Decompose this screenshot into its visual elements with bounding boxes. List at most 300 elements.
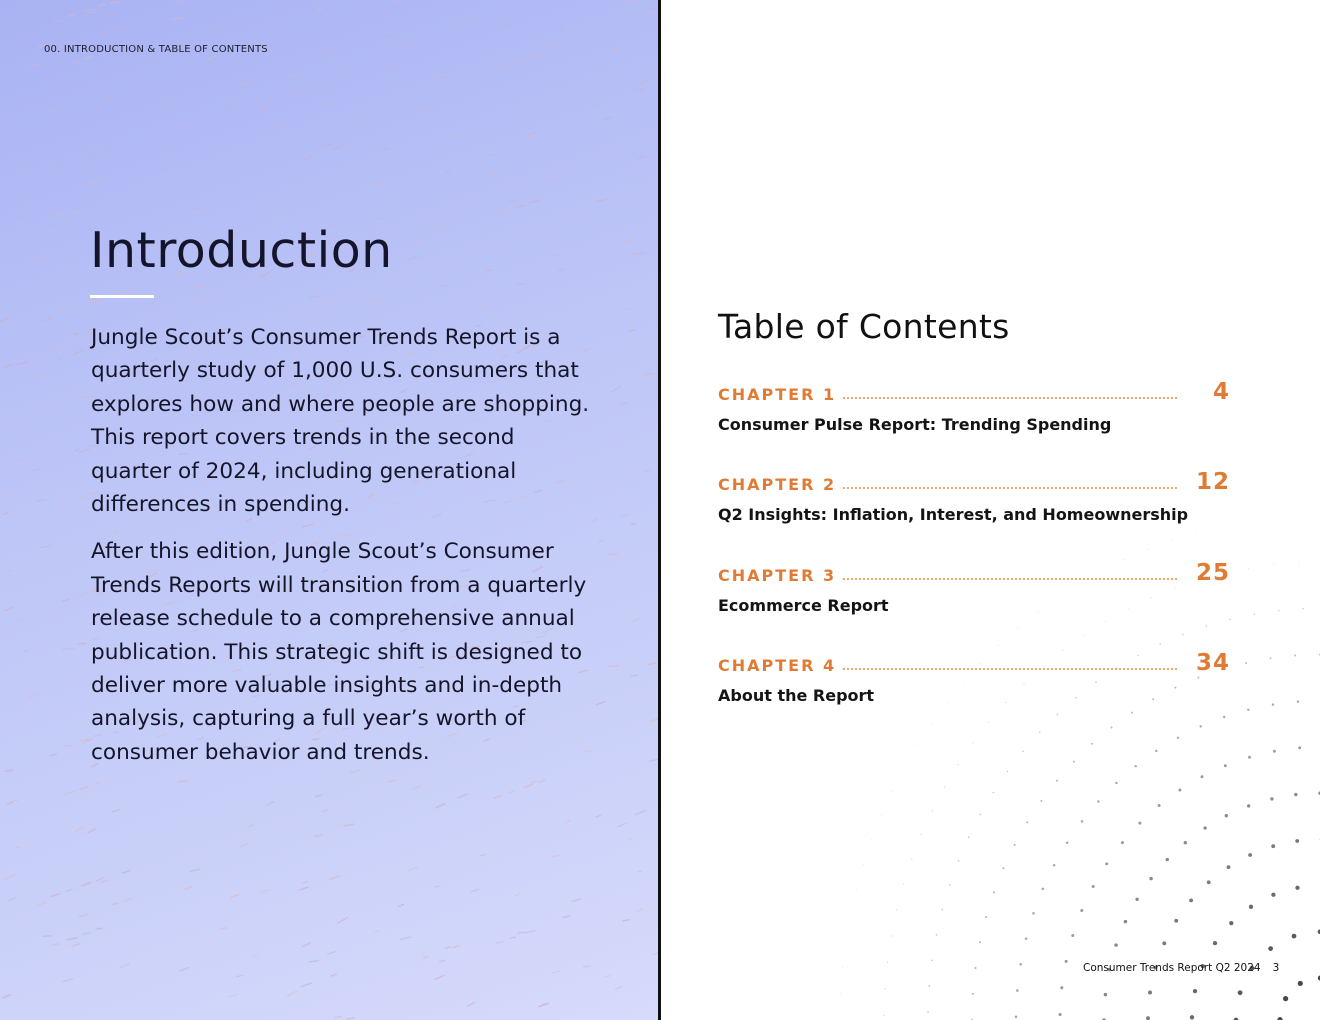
- texture-fleck: [422, 108, 427, 109]
- toc-entry-chapter-1[interactable]: [718, 379, 1230, 445]
- footer-page-number: 3: [1272, 962, 1280, 974]
- texture-fleck: [160, 168, 165, 170]
- decorative-dot: [921, 834, 922, 835]
- texture-fleck: [71, 159, 75, 161]
- decorative-dot: [1182, 634, 1184, 636]
- decorative-dot: [985, 916, 987, 918]
- decorative-dot: [1022, 751, 1024, 753]
- texture-fleck: [13, 170, 20, 171]
- texture-fleck: [190, 869, 200, 871]
- texture-fleck: [518, 932, 526, 933]
- decorative-dot: [1149, 877, 1152, 880]
- decorative-dot: [911, 858, 912, 859]
- decorative-dot: [1298, 981, 1303, 986]
- texture-fleck: [112, 810, 120, 812]
- texture-fleck: [240, 83, 246, 86]
- decorative-dot: [1135, 898, 1138, 901]
- texture-fleck: [477, 305, 484, 306]
- texture-fleck: [314, 835, 322, 836]
- texture-fleck: [550, 44, 559, 47]
- texture-fleck: [468, 1002, 475, 1006]
- toc-entry-chapter-2[interactable]: [718, 469, 1230, 535]
- decorative-dot: [1071, 934, 1074, 937]
- decorative-dot: [932, 810, 933, 811]
- texture-fleck: [487, 270, 491, 271]
- decorative-dot: [1148, 549, 1149, 550]
- texture-fleck: [303, 882, 308, 883]
- texture-fleck: [423, 957, 427, 958]
- chapter-title: About the Report: [718, 686, 875, 705]
- texture-fleck: [101, 148, 107, 151]
- texture-fleck: [194, 209, 198, 210]
- texture-fleck: [330, 876, 339, 880]
- toc-entry-chapter-3[interactable]: [718, 560, 1230, 626]
- decorative-dot: [917, 745, 918, 746]
- decorative-dot: [1184, 841, 1187, 844]
- texture-fleck: [599, 540, 604, 542]
- texture-fleck: [72, 207, 81, 209]
- texture-fleck: [50, 754, 56, 756]
- texture-fleck: [60, 71, 69, 76]
- texture-fleck: [79, 449, 89, 453]
- texture-fleck: [188, 124, 196, 126]
- decorative-dot: [1272, 703, 1274, 705]
- texture-fleck: [287, 991, 297, 996]
- texture-fleck: [63, 648, 74, 649]
- texture-fleck: [319, 105, 326, 106]
- texture-fleck: [436, 804, 445, 808]
- decorative-dot: [1007, 771, 1009, 773]
- texture-fleck: [25, 33, 35, 36]
- texture-fleck: [341, 72, 351, 76]
- decorative-dot: [1177, 737, 1179, 739]
- texture-fleck: [76, 828, 83, 832]
- decorative-dot: [1302, 608, 1303, 609]
- texture-fleck: [382, 148, 389, 151]
- texture-fleck: [88, 299, 97, 301]
- decorative-dot: [949, 884, 951, 886]
- decorative-dot: [887, 962, 888, 963]
- texture-fleck: [490, 155, 494, 157]
- texture-fleck: [603, 118, 612, 120]
- texture-fleck: [63, 979, 73, 982]
- texture-fleck: [13, 345, 18, 346]
- decorative-dot: [1298, 746, 1301, 749]
- decorative-dot: [1224, 764, 1227, 767]
- chapter-label: CHAPTER 4: [718, 656, 837, 675]
- decorative-dot: [1283, 996, 1288, 1001]
- decorative-dot: [1171, 540, 1172, 541]
- texture-fleck: [207, 56, 215, 60]
- dotted-leader: [843, 578, 1177, 580]
- texture-fleck: [334, 145, 342, 149]
- texture-fleck: [552, 254, 557, 256]
- texture-fleck: [220, 928, 227, 929]
- decorative-dot: [1002, 867, 1004, 869]
- decorative-dot: [968, 836, 970, 838]
- decorative-dot: [1025, 937, 1028, 940]
- decorative-dot: [1178, 789, 1181, 792]
- texture-fleck: [515, 894, 519, 896]
- decorative-dot: [1115, 782, 1117, 784]
- intro-body: [91, 321, 591, 783]
- decorative-dot: [881, 815, 882, 816]
- texture-fleck: [123, 871, 130, 873]
- texture-fleck: [609, 554, 617, 555]
- texture-fleck: [9, 897, 16, 900]
- texture-fleck: [338, 918, 347, 923]
- texture-fleck: [12, 186, 18, 187]
- texture-fleck: [615, 987, 621, 990]
- texture-fleck: [16, 362, 27, 364]
- texture-fleck: [296, 91, 300, 92]
- texture-fleck: [453, 946, 459, 948]
- texture-fleck: [61, 504, 65, 505]
- texture-fleck: [43, 936, 51, 937]
- texture-fleck: [434, 886, 440, 887]
- texture-fleck: [79, 316, 86, 317]
- texture-fleck: [75, 449, 79, 451]
- texture-fleck: [228, 994, 237, 996]
- decorative-dot: [958, 860, 960, 862]
- texture-fleck: [302, 983, 312, 986]
- texture-fleck: [373, 183, 382, 187]
- texture-fleck: [622, 514, 629, 516]
- decorative-dot: [1229, 921, 1233, 925]
- texture-fleck: [105, 150, 111, 153]
- texture-fleck: [427, 89, 434, 92]
- texture-fleck: [500, 212, 506, 213]
- texture-fleck: [322, 809, 329, 811]
- texture-fleck: [122, 290, 132, 293]
- texture-fleck: [55, 68, 60, 70]
- texture-fleck: [637, 909, 642, 911]
- decorative-dot: [1298, 562, 1299, 563]
- decorative-dot: [1056, 780, 1058, 782]
- texture-fleck: [26, 192, 35, 197]
- texture-fleck: [625, 0, 631, 2]
- texture-fleck: [28, 694, 38, 698]
- texture-fleck: [335, 1016, 341, 1017]
- texture-fleck: [635, 253, 645, 254]
- dotted-leader: [843, 397, 1177, 399]
- texture-fleck: [12, 74, 17, 75]
- texture-fleck: [120, 964, 129, 968]
- decorative-dot: [1040, 800, 1042, 802]
- decorative-dot: [896, 909, 897, 910]
- page-footer: [1083, 962, 1279, 974]
- texture-fleck: [92, 301, 100, 303]
- texture-fleck: [302, 943, 310, 947]
- texture-fleck: [30, 63, 40, 66]
- toc-entry-chapter-4[interactable]: [718, 650, 1230, 716]
- decorative-dot: [903, 884, 904, 885]
- texture-fleck: [517, 283, 526, 284]
- texture-fleck: [185, 886, 192, 889]
- texture-fleck: [395, 0, 400, 1]
- texture-fleck: [375, 930, 379, 932]
- texture-fleck: [442, 286, 447, 287]
- texture-fleck: [646, 471, 650, 472]
- texture-fleck: [591, 519, 597, 522]
- decorative-dot: [1193, 989, 1197, 993]
- texture-fleck: [84, 56, 91, 59]
- texture-fleck: [5, 608, 13, 611]
- texture-fleck: [0, 493, 6, 496]
- texture-fleck: [563, 916, 570, 917]
- texture-fleck: [44, 318, 51, 321]
- texture-fleck: [503, 24, 510, 26]
- decorative-dot: [928, 985, 930, 987]
- texture-fleck: [74, 350, 82, 354]
- texture-fleck: [3, 512, 9, 514]
- texture-fleck: [58, 310, 65, 312]
- intro-paragraph: After this edition, Jungle Scout’s Consumer Trends Reports will transition from a quarterly release schedule to a comprehensive annual publication. This strategic shift is designed to deliver more valuable insights and in-depth analysis, capturing a full year’s worth of consumer behavior and trends.: [91, 539, 587, 765]
- texture-fleck: [152, 298, 161, 302]
- texture-fleck: [5, 570, 12, 571]
- texture-fleck: [79, 914, 87, 917]
- texture-fleck: [69, 61, 78, 65]
- decorative-dot: [850, 915, 851, 916]
- texture-fleck: [37, 260, 44, 262]
- texture-fleck: [524, 784, 533, 787]
- decorative-dot: [1271, 893, 1275, 897]
- decorative-dot: [1273, 750, 1276, 753]
- texture-fleck: [530, 132, 536, 134]
- decorative-dot: [1295, 886, 1299, 890]
- texture-fleck: [631, 523, 635, 524]
- decorative-dot: [1063, 650, 1064, 651]
- decorative-dot: [1273, 564, 1274, 565]
- texture-fleck: [275, 124, 281, 126]
- texture-fleck: [537, 197, 541, 198]
- texture-fleck: [192, 302, 198, 304]
- texture-fleck: [628, 838, 632, 839]
- texture-fleck: [414, 240, 423, 242]
- texture-fleck: [87, 203, 94, 205]
- texture-fleck: [96, 878, 103, 881]
- decorative-dot: [1026, 821, 1028, 823]
- decorative-dot: [927, 1011, 929, 1013]
- decorative-dot: [1032, 912, 1035, 915]
- decorative-dot: [1294, 655, 1296, 657]
- texture-fleck: [526, 931, 535, 933]
- texture-fleck: [325, 51, 331, 53]
- decorative-dot: [1081, 820, 1084, 823]
- texture-fleck: [650, 8, 656, 9]
- texture-fleck: [315, 795, 321, 797]
- decorative-dot: [1254, 613, 1255, 614]
- texture-fleck: [260, 111, 264, 112]
- texture-fleck: [322, 298, 326, 299]
- texture-fleck: [78, 643, 86, 644]
- texture-fleck: [74, 333, 78, 335]
- decorative-dot: [1148, 991, 1152, 995]
- texture-fleck: [52, 894, 60, 897]
- texture-fleck: [511, 937, 516, 938]
- decorative-dot: [1249, 905, 1253, 909]
- texture-fleck: [584, 966, 591, 967]
- decorative-dot: [1073, 761, 1075, 763]
- texture-fleck: [498, 65, 504, 68]
- toc-title: Table of Contents: [718, 307, 1010, 346]
- texture-fleck: [104, 15, 114, 16]
- texture-fleck: [98, 180, 103, 182]
- texture-fleck: [88, 829, 96, 833]
- texture-fleck: [386, 35, 394, 36]
- decorative-dot: [1248, 756, 1251, 759]
- footer-report-name: Consumer Trends Report Q2 2024: [1083, 962, 1261, 974]
- texture-fleck: [428, 225, 438, 228]
- texture-fleck: [596, 701, 606, 704]
- texture-fleck: [50, 109, 55, 111]
- decorative-dot: [883, 1015, 884, 1016]
- decorative-dot: [904, 768, 905, 769]
- texture-fleck: [631, 675, 638, 676]
- texture-fleck: [224, 103, 232, 107]
- texture-fleck: [290, 74, 300, 77]
- texture-fleck: [633, 619, 639, 621]
- decorative-dot: [1114, 943, 1117, 946]
- decorative-dot: [1066, 842, 1069, 845]
- decorative-dot: [1207, 880, 1211, 884]
- decorative-dot: [1245, 662, 1247, 664]
- decorative-dot: [1097, 800, 1099, 802]
- decorative-dot: [1104, 993, 1107, 996]
- decorative-dot: [1059, 1013, 1062, 1016]
- texture-fleck: [400, 937, 410, 939]
- texture-fleck: [592, 104, 598, 107]
- texture-fleck: [322, 145, 330, 148]
- decorative-dot: [941, 909, 943, 911]
- texture-fleck: [56, 164, 63, 167]
- decorative-dot: [1042, 888, 1045, 891]
- texture-fleck: [597, 199, 607, 201]
- texture-fleck: [118, 2, 122, 3]
- texture-fleck: [411, 85, 417, 88]
- texture-fleck: [6, 770, 13, 771]
- decorative-dot: [1238, 990, 1243, 995]
- texture-fleck: [253, 955, 258, 956]
- texture-fleck: [328, 952, 336, 955]
- texture-fleck: [167, 100, 171, 101]
- texture-fleck: [17, 460, 23, 461]
- texture-fleck: [64, 746, 70, 747]
- texture-fleck: [638, 871, 642, 872]
- texture-fleck: [97, 928, 102, 929]
- decorative-dot: [1199, 725, 1201, 727]
- texture-fleck: [92, 165, 97, 167]
- decorative-dot: [1189, 898, 1193, 902]
- texture-fleck: [84, 9, 93, 11]
- decorative-dot: [1247, 804, 1250, 807]
- decorative-dot: [1295, 839, 1299, 843]
- texture-fleck: [566, 821, 570, 823]
- texture-fleck: [559, 31, 563, 32]
- texture-fleck: [644, 373, 653, 374]
- decorative-dot: [1223, 716, 1225, 718]
- decorative-dot: [1174, 919, 1178, 923]
- texture-fleck: [440, 77, 449, 78]
- decorative-dot: [1019, 963, 1022, 966]
- texture-fleck: [99, 4, 106, 6]
- texture-fleck: [87, 183, 96, 184]
- dotted-leader: [843, 668, 1177, 670]
- texture-fleck: [612, 387, 621, 392]
- texture-fleck: [34, 376, 41, 377]
- texture-fleck: [629, 329, 636, 331]
- texture-fleck: [530, 200, 538, 202]
- texture-fleck: [361, 121, 366, 122]
- texture-fleck: [458, 794, 467, 798]
- decorative-dot: [1015, 1016, 1018, 1019]
- decorative-dot: [1017, 628, 1018, 629]
- texture-fleck: [331, 974, 336, 976]
- texture-fleck: [610, 48, 618, 51]
- left-page: [0, 0, 658, 1020]
- decorative-dot: [1016, 989, 1019, 992]
- texture-fleck: [640, 80, 649, 84]
- texture-fleck: [651, 718, 658, 721]
- texture-fleck: [433, 75, 440, 78]
- decorative-dot: [1162, 941, 1166, 945]
- decorative-dot: [1065, 960, 1068, 963]
- texture-fleck: [57, 214, 62, 215]
- texture-fleck: [526, 136, 531, 137]
- texture-fleck: [494, 796, 501, 798]
- texture-fleck: [272, 218, 280, 221]
- texture-fleck: [480, 854, 485, 856]
- page-number: 12: [1195, 469, 1230, 495]
- texture-fleck: [249, 825, 253, 827]
- texture-fleck: [5, 364, 13, 367]
- texture-fleck: [82, 396, 92, 398]
- decorative-dot: [1270, 657, 1272, 659]
- decorative-dot: [892, 791, 893, 792]
- texture-fleck: [31, 469, 41, 471]
- decorative-dot: [1159, 643, 1161, 645]
- texture-fleck: [304, 157, 311, 160]
- decorative-dot: [1080, 909, 1083, 912]
- texture-fleck: [60, 453, 66, 456]
- decorative-dot: [1297, 700, 1299, 702]
- chapter-label: CHAPTER 1: [718, 385, 837, 404]
- texture-fleck: [347, 1018, 354, 1020]
- decorative-dot: [1292, 934, 1297, 939]
- texture-fleck: [317, 9, 322, 10]
- decorative-dot: [1203, 826, 1206, 829]
- decorative-dot: [1155, 750, 1157, 752]
- texture-fleck: [309, 961, 318, 962]
- texture-fleck: [636, 810, 646, 814]
- texture-fleck: [241, 844, 248, 847]
- texture-fleck: [113, 904, 118, 905]
- texture-fleck: [300, 887, 308, 889]
- texture-fleck: [76, 497, 84, 500]
- texture-fleck: [558, 269, 564, 272]
- texture-fleck: [77, 593, 87, 596]
- texture-fleck: [435, 975, 444, 979]
- decorative-dot: [845, 941, 846, 942]
- decorative-dot: [1124, 559, 1125, 560]
- decorative-dot: [1271, 844, 1275, 848]
- texture-fleck: [236, 975, 242, 976]
- texture-fleck: [88, 12, 97, 13]
- decorative-dot: [1190, 1015, 1194, 1019]
- texture-fleck: [413, 786, 421, 789]
- texture-fleck: [490, 172, 498, 176]
- decorative-dot: [1225, 814, 1228, 817]
